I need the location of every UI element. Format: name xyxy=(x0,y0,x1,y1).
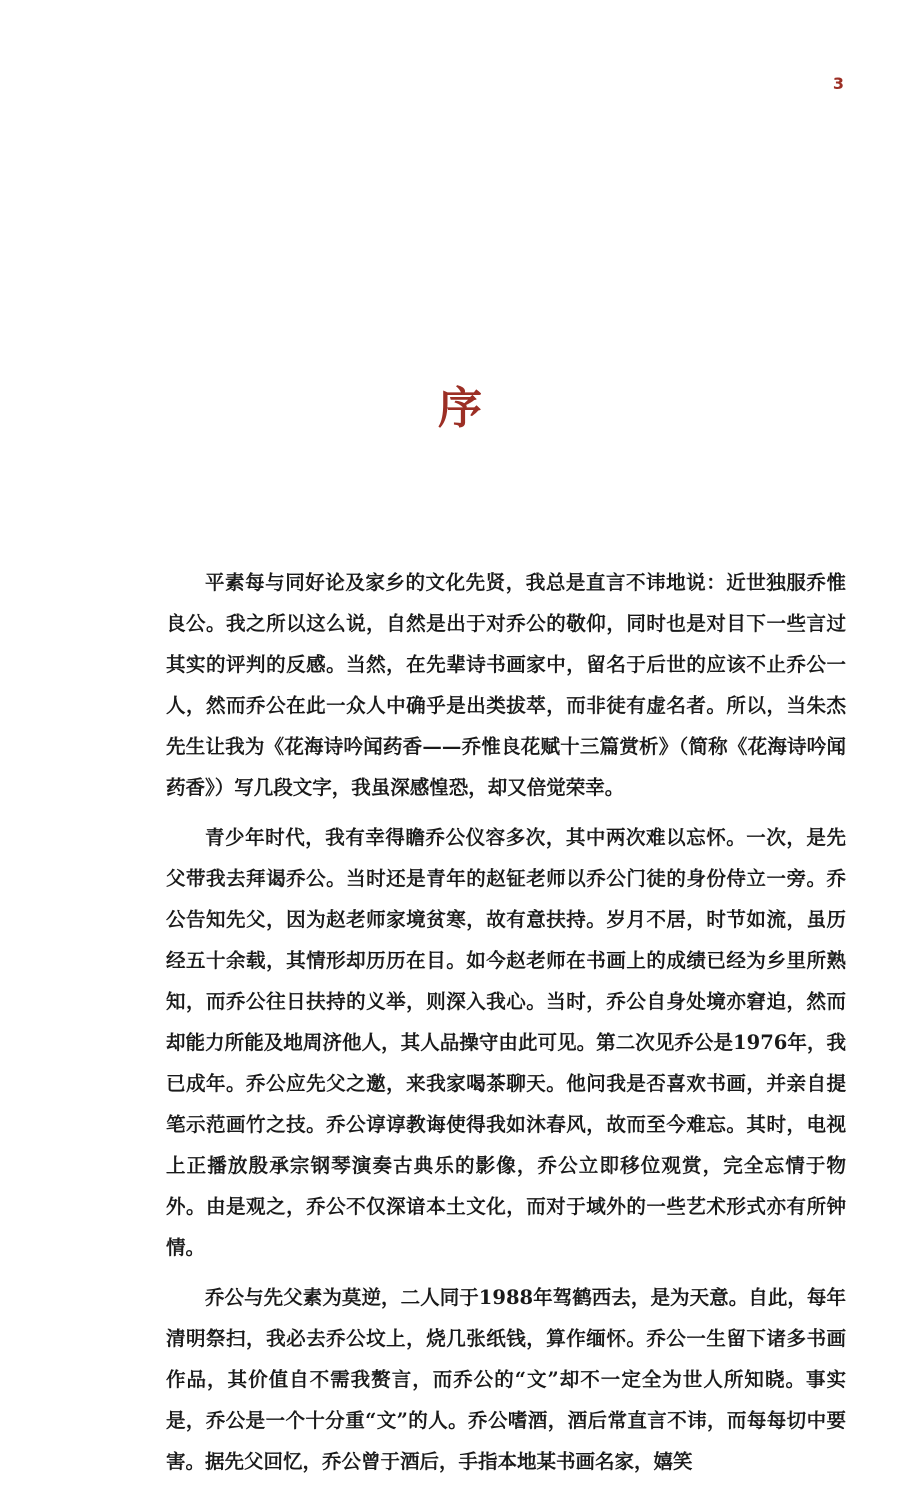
page-number: 3 xyxy=(832,74,844,93)
paragraph: 乔公与先父素为莫逆，二人同于1988年驾鹤西去，是为天意。自此，每年清明祭扫，我必去乔公坟上，烧几张纸钱，算作缅怀。乔公一生留下诸多书画作品，其价值自不需我赘言，而乔公的“文”却不一定全为世人所知晓。事实是，乔公是一个十分重“文”的人。乔公嗜酒，酒后常直言不讳，而每每切中要害。据先父回忆，乔公曾于酒后，手指本地某书画名家，嬉笑 xyxy=(166,1286,846,1473)
paragraph: 平素每与同好论及家乡的文化先贤，我总是直言不讳地说：近世独服乔惟良公。我之所以这么说，自然是出于对乔公的敬仰，同时也是对目下一些言过其实的评判的反感。当然，在先辈诗书画家中，留名于后世的应该不止乔公一人，然而乔公在此一众人中确乎是出类拔萃，而非徒有虚名者。所以，当朱杰先生让我为《花海诗吟闻药香——乔惟良花赋十三篇赏析》（简称《花海诗吟闻药香》）写几段文字，我虽深感惶恐，却又倍觉荣幸。 xyxy=(166,571,846,799)
paragraph: 青少年时代，我有幸得瞻乔公仪容多次，其中两次难以忘怀。一次，是先父带我去拜谒乔公。当时还是青年的赵钲老师以乔公门徒的身份侍立一旁。乔公告知先父，因为赵老师家境贫寒，故有意扶持。岁月不居，时节如流，虽历经五十余载，其情形却历历在目。如今赵老师在书画上的成绩已经为乡里所熟知，而乔公往日扶持的义举，则深入我心。当时，乔公自身处境亦窘迫，然而却能力所能及地周济他人，其人品操守由此可见。第二次见乔公是1976年，我已成年。乔公应先父之邀，来我家喝茶聊天。他问我是否喜欢书画，并亲自提笔示范画竹之技。乔公谆谆教诲使得我如沐春风，故而至今难忘。其时，电视上正播放殷承宗钢琴演奏古典乐的影像，乔公立即移位观赏，完全忘情于物外。由是观之，乔公不仅深谙本土文化，而对于域外的一些艺术形式亦有所钟情。 xyxy=(166,826,846,1259)
chapter-title: 序 xyxy=(438,383,484,434)
body-text xyxy=(166,562,846,1482)
